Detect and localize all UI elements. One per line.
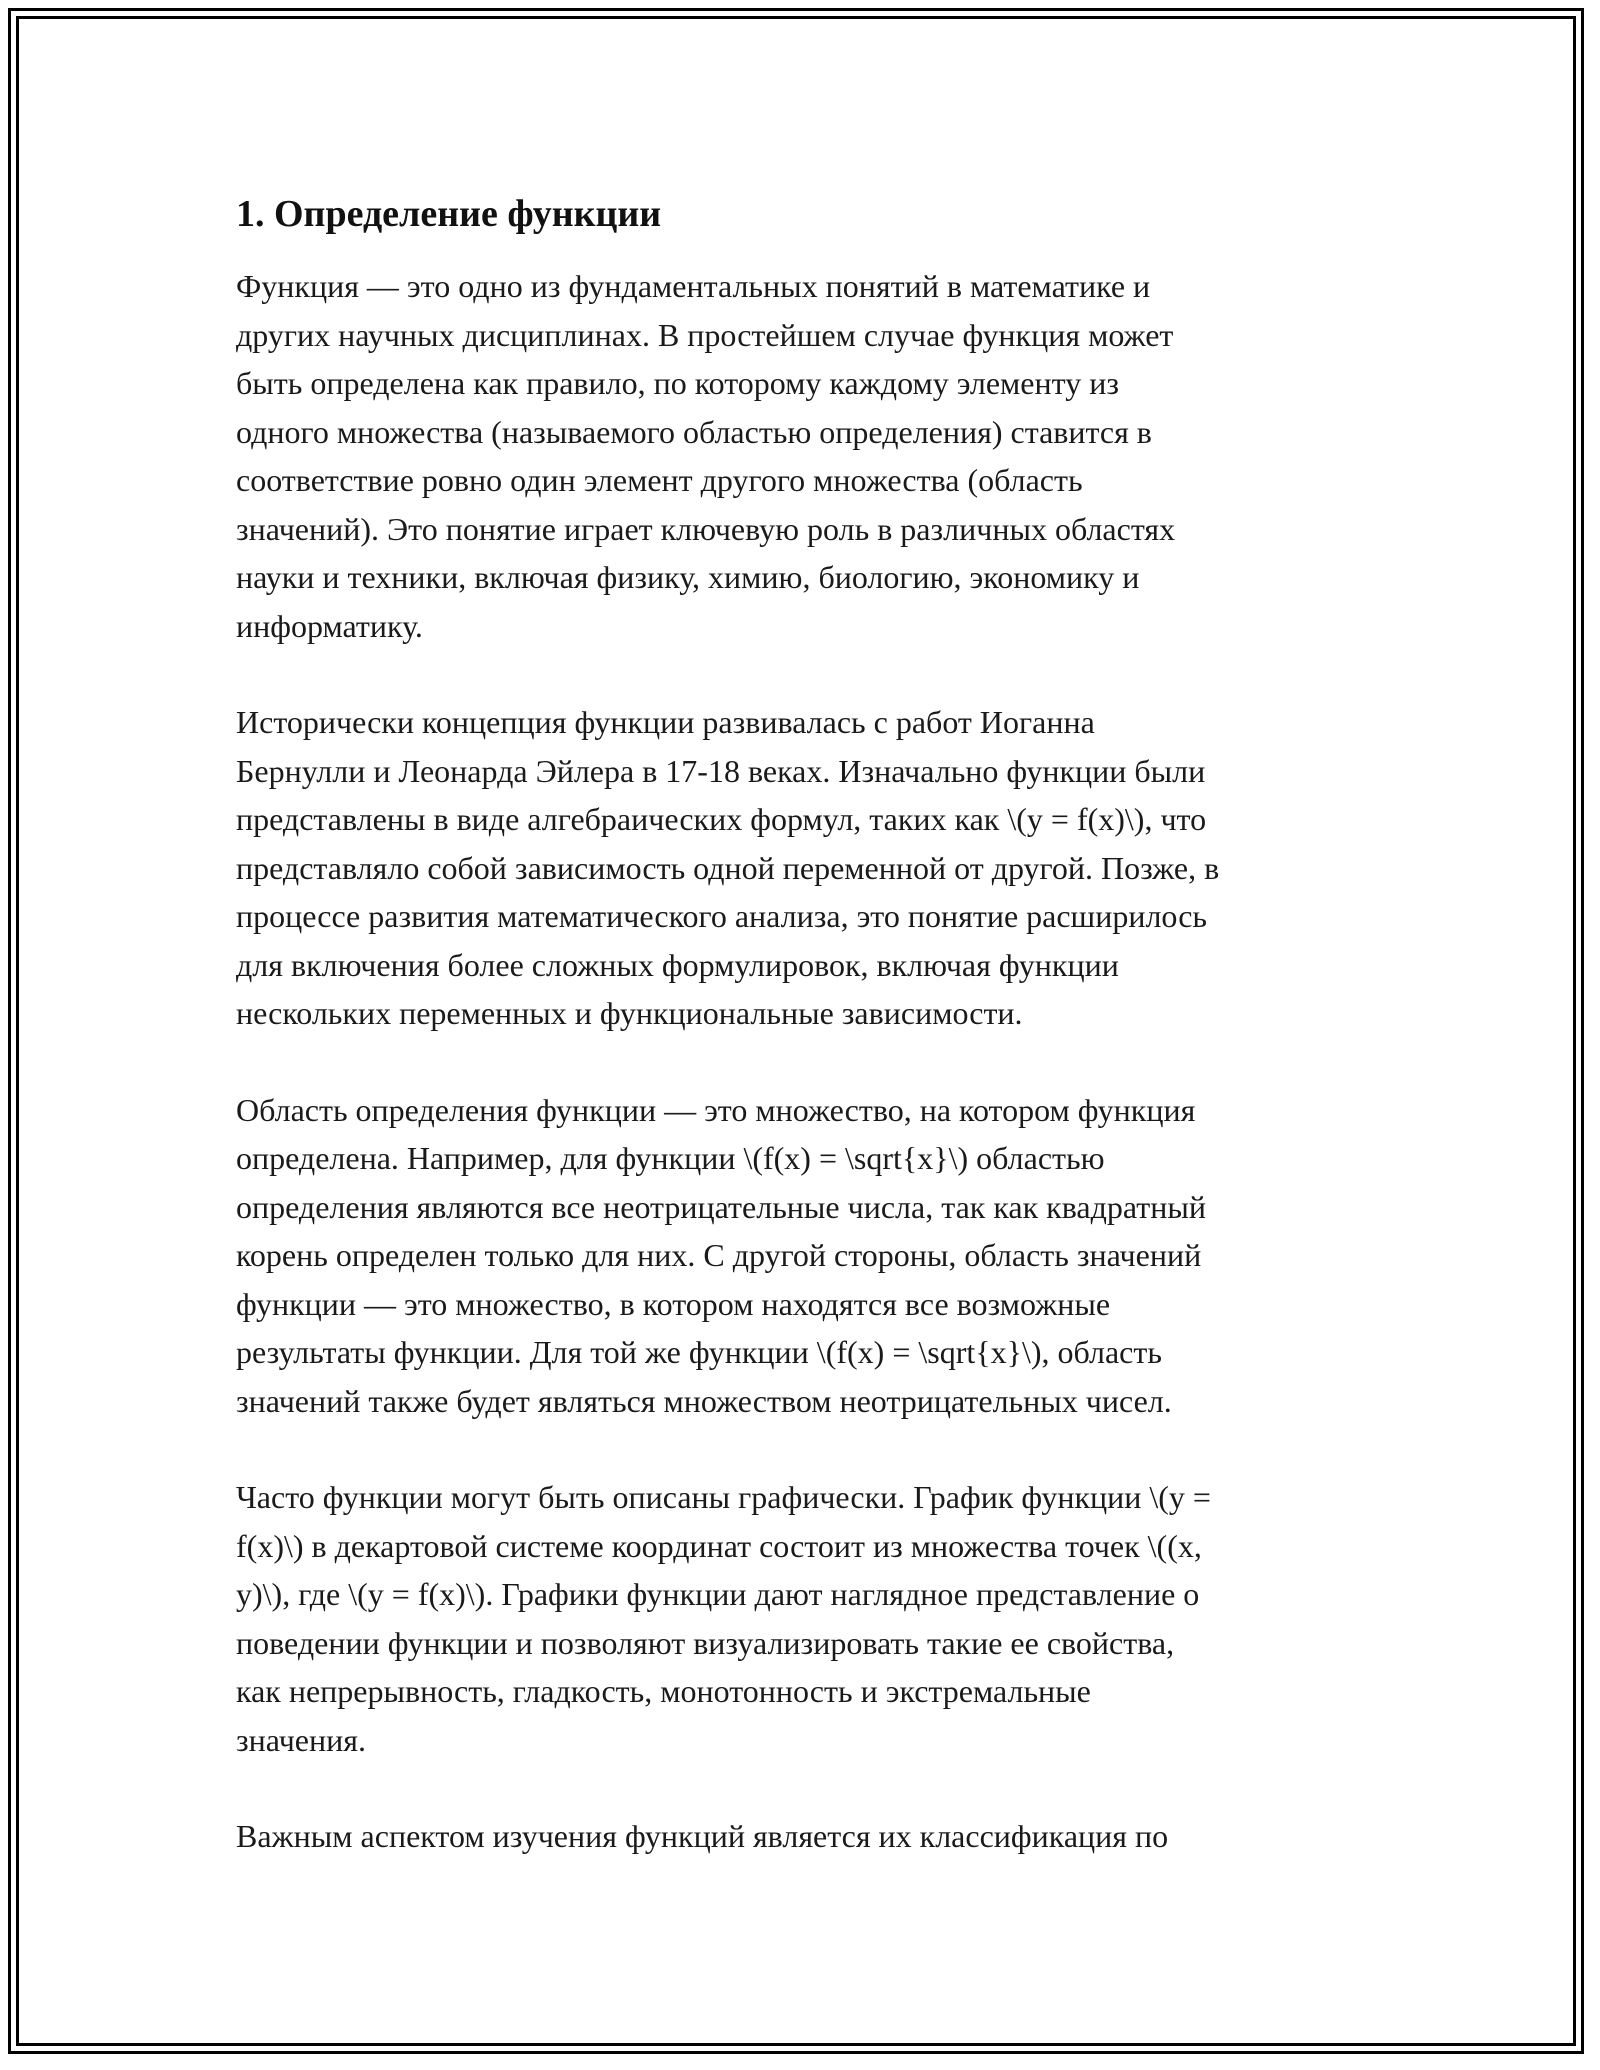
paragraph-graph: Часто функции могут быть описаны графически. График функции \(y = f(x)\) в декартовой системе координат состоит из множества точек \((x, y)\), где \(y = f(x)\). Графики функции дают наглядное представление о поведении функции и позволяют визуализировать такие ее свойства, как непрерывность, гладкость, монотонность и экстремальные значения. (236, 1479, 1211, 1758)
paragraph-classification: Важным аспектом изучения функций является их классификация по (236, 1818, 1169, 1854)
paragraph-history: Исторически концепция функции развивалась с работ Иоганна Бернулли и Леонарда Эйлера в 17-18 веках. Изначально функции были представлены в виде алгебраических формул, таких как \(y = f(x)\), что представляло собой зависимость одной переменной от другой. Позже, в процессе развития математического анализа, это понятие расширилось для включения более сложных формулировок, включая функции нескольких переменных и функциональные зависимости. (236, 704, 1220, 1031)
paragraph-domain-range: Область определения функции — это множество, на котором функция определена. Например, для функции \(f(x) = \sqrt{x}\) областью определения являются все неотрицательные числа, так как квадратный корень определен только для них. С другой стороны, область значений функции — это множество, в котором находятся все возможные результаты функции. Для той же функции \(f(x) = \sqrt{x}\), область значений также будет являться множеством неотрицательных чисел. (236, 1091, 1206, 1419)
paragraph-definition: Функция — это одно из фундаментальных понятий в математике и других научных дисциплинах. В простейшем случае функция может быть определена как правило, по которому каждому элементу из одного множества (называемого областью определения) ставится в соответствие ровно один элемент другого множества (область значений). Это понятие играет ключевую роль в различных областях науки и техники, включая физику, химию, биологию, экономику и информатику. (236, 268, 1176, 644)
document-body (236, 190, 1386, 1909)
section-heading: 1. Определение функции (236, 193, 662, 235)
